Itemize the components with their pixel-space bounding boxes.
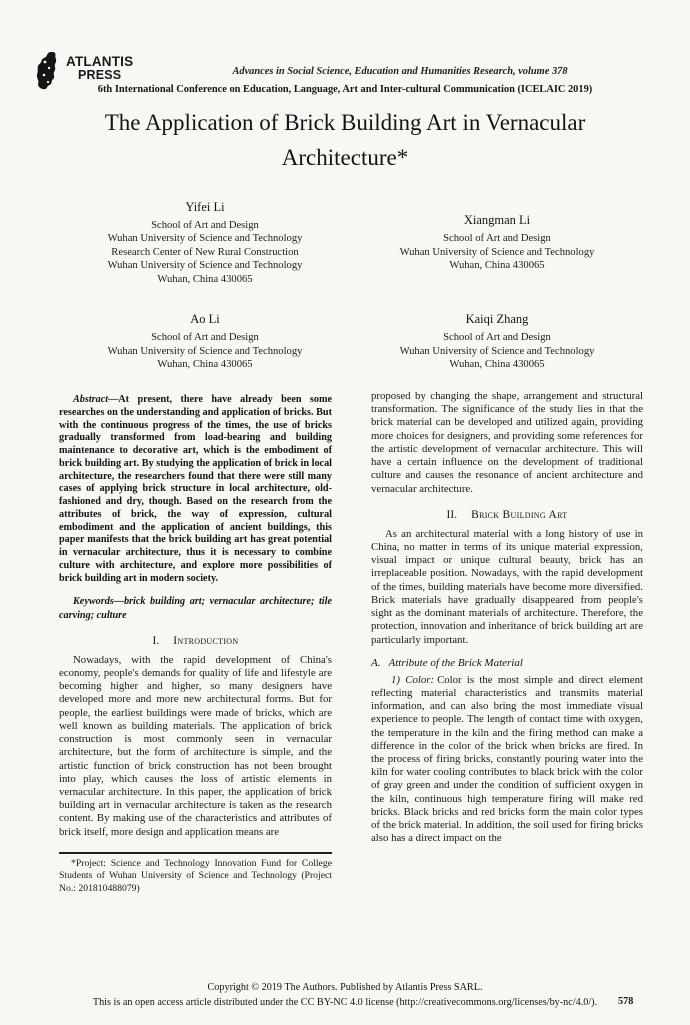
journal-series-line: Advances in Social Science, Education and Humanities Research, volume 378 xyxy=(232,66,568,77)
author-affiliation-line: Wuhan, China 430065 xyxy=(449,359,545,371)
abstract-paragraph xyxy=(59,394,332,585)
footnote-text: *Project: Science and Technology Innovation Fund for College Students of Wuhan University of Science and Technology (Project No.: 201810488079) xyxy=(59,857,332,895)
author-affiliation-line: Wuhan University of Science and Technology xyxy=(107,233,303,245)
section-heading-brick-building-art xyxy=(371,509,643,521)
author-block-ao-li xyxy=(59,312,351,371)
authors-grid xyxy=(59,200,643,372)
introduction-paragraph: Nowadays, with the rapid development of China's economy, people's demands for quality of life and lifestyle are becoming higher and higher, so many designers have developed more and more new architectural forms. But for people, the earliest buildings were made of bricks, which are well known as building materials. The application of brick construction is most commonly seen in vernacular architecture, but the form of architecture is simple, and the artistic function of brick construction has not been brought into play, which causes the loss of artistic elements in vernacular architecture. In this paper, the application of brick building art in vernacular architecture is taken as the research content. By making use of the characteristics and attributes of brick itself, more design and application means are xyxy=(59,653,332,838)
author-affiliation-line: Wuhan University of Science and Technology xyxy=(399,246,595,258)
section-number: II. xyxy=(446,508,458,521)
subsection-number: A. xyxy=(371,656,381,669)
keywords-paragraph xyxy=(59,595,332,622)
logo-wordmark xyxy=(66,55,133,82)
author-affiliation-line: Research Center of New Rural Construction xyxy=(111,246,299,258)
section-number: I. xyxy=(152,634,160,647)
author-name: Ao Li xyxy=(190,312,220,327)
logo-text-press: PRESS xyxy=(77,68,122,83)
author-block-xiangman-li xyxy=(351,213,643,272)
author-affiliation-line: Wuhan, China 430065 xyxy=(157,359,253,371)
author-affiliation-line: School of Art and Design xyxy=(151,220,259,231)
subsection-heading-attribute xyxy=(371,657,643,669)
item-label: 1) Color: xyxy=(391,673,435,686)
section2-paragraph: As an architectural material with a long history of use in China, no matter in terms of its unique material expression, visual impact or unique cultural beauty, brick has an irreplaceable position. Nowadays, with the rapid development of the times, building materials have become more diversified. Brick materials have gradually disappeared from people's sight as the dominant materials of architecture. Therefore, the protection, innovation and inheritance of brick building art are particularly important. xyxy=(371,527,643,646)
author-affiliation-line: School of Art and Design xyxy=(151,332,259,344)
section-title: Brick Building Art xyxy=(471,508,568,521)
abstract-text: At present, there have already been some researches on the understanding and application of bricks. But with the continuous progress of the times, the use of bricks gradually transformed from load-bearing and building maintenance to decorative art, which is the embodiment of brick building art. By studying the application of brick in local architecture, the researchers found that there were still many cases of applying brick structure in local architecture, old-fashioned and dry, though. Based on the research from the attributes of brick, the way of expression, cultural embodiment and the application of ancient buildings, this paper manifests that the brick building art has great potential in vernacular architecture, thus it is necessary to combine culture with architecture, and explore more possibilities of brick building art in modern society. xyxy=(59,394,332,584)
author-block-yifei-li xyxy=(59,200,351,286)
page-footer xyxy=(0,981,690,1010)
conference-title-line: 6th International Conference on Education, Language, Art and Inter-cultural Communication (ICELAIC 2019) xyxy=(97,84,593,95)
keywords-label: Keywords— xyxy=(73,596,124,608)
section-heading-introduction xyxy=(59,635,332,647)
author-affiliation-line: School of Art and Design xyxy=(443,233,551,245)
section-title: Introduction xyxy=(173,634,239,647)
subsection-title: Attribute of the Brick Material xyxy=(388,656,523,669)
body-columns xyxy=(59,390,643,896)
author-name: Xiangman Li xyxy=(463,213,531,228)
author-affiliation-line: Wuhan University of Science and Technology xyxy=(399,345,595,357)
author-affiliation-line: Wuhan, China 430065 xyxy=(157,273,253,285)
author-affiliation-line: Wuhan University of Science and Technology xyxy=(107,345,303,357)
author-affiliation-line: Wuhan University of Science and Technology xyxy=(107,260,303,272)
left-column xyxy=(59,390,332,896)
author-name: Kaiqi Zhang xyxy=(465,312,529,327)
footnote-block xyxy=(59,852,332,896)
abstract-label: Abstract— xyxy=(73,394,119,405)
author-block-kaiqi-zhang xyxy=(351,312,643,371)
author-affiliation-line: Wuhan, China 430065 xyxy=(449,260,545,272)
item-text: Color is the most simple and direct element reflecting material characteristics and transmits material information, and can also bring the most immediate visual experience to people. The length of contact time with oxygen, the temperature in the kiln and the firing method can make a difference in the color of the brick when bricks are fired. In the process of firing bricks, constantly pouring water into the kiln for water cooling contributes to black brick with the color of gray green and under the condition of sufficient oxygen in the kiln, continuous high temperature firing will make red bricks. Black bricks and red bricks form the main color types of the brick material. In addition, the soil used for firing bricks also has a direct impact on the xyxy=(371,673,643,845)
continuation-paragraph: proposed by changing the shape, arrangement and structural transformation. The significance of the study lies in that the brick material can be developed and utilized again, providing more choices for designers, and providing some references for the artistic development of vernacular architecture. This will have a certain influence on the development of traditional culture and causes the resonance of ancient architecture and vernacular architecture. xyxy=(371,390,643,495)
logo-text-atlantis: ATLANTIS xyxy=(66,54,134,69)
license-line: This is an open access article distributed under the CC BY-NC 4.0 license (http://creativecommons.org/licenses/by-nc/4.0/). xyxy=(92,996,598,1008)
keywords-text: brick building art; vernacular architecture; tile carving; culture xyxy=(59,596,332,621)
color-item-paragraph xyxy=(371,674,643,846)
right-column xyxy=(371,390,643,896)
author-affiliation-line: School of Art and Design xyxy=(443,332,551,344)
page-number: 578 xyxy=(618,996,634,1007)
author-name: Yifei Li xyxy=(185,200,225,214)
paper-title: The Application of Brick Building Art in Vernacular Architecture* xyxy=(104,110,586,170)
copyright-line: Copyright © 2019 The Authors. Published by Atlantis Press SARL. xyxy=(207,982,483,993)
